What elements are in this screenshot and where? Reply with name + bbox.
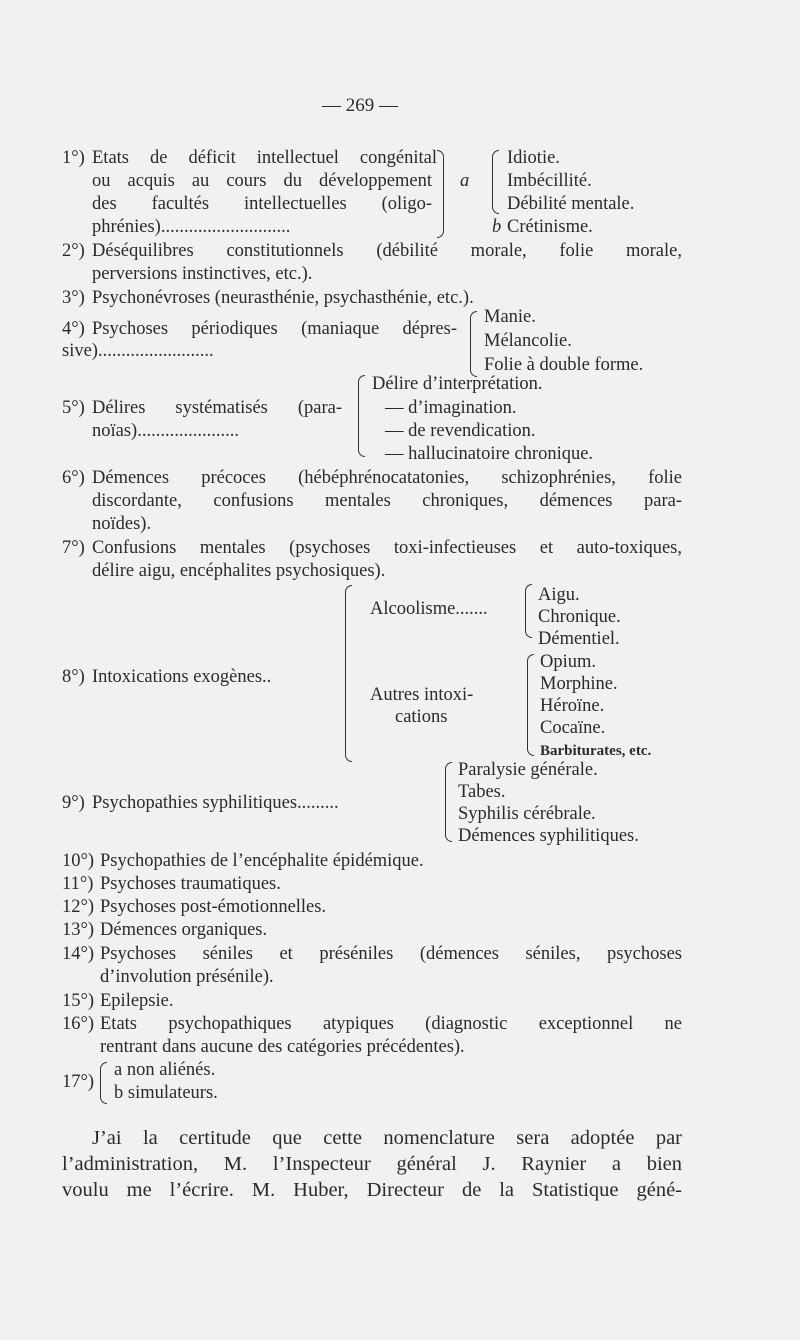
item-5-sub-1: Délire d’interprétation. <box>372 374 543 394</box>
item-1-sub-a-3: Débilité mentale. <box>507 194 635 214</box>
closing-line-1: J’ai la certitude que cette nomenclature sera adoptée par <box>92 1127 682 1149</box>
brace <box>437 150 444 238</box>
item-3-line-1: Psychonévroses (neurasthénie, psychasthénie, etc.). <box>92 288 474 308</box>
item-8-alcool-sub-1: Aigu. <box>538 585 580 605</box>
item-14-number: 14°) <box>62 944 95 964</box>
item-7-number: 7°) <box>62 538 85 558</box>
item-16-line-1: Etats psychopathiques atypiques (diagnostic exceptionnel ne <box>100 1014 682 1034</box>
item-6-number: 6°) <box>62 468 85 488</box>
item-17-sub-2: b simulateurs. <box>114 1083 218 1103</box>
item-14-line-1: Psychoses séniles et préséniles (démences séniles, psychoses <box>100 944 682 964</box>
item-8-alcool: Alcoolisme....... <box>370 599 488 619</box>
item-8-number: 8°) <box>62 667 85 687</box>
brace <box>492 150 499 214</box>
item-5-number: 5°) <box>62 398 85 418</box>
item-5-line-1: Délires systématisés (para- <box>92 398 342 418</box>
item-2-number: 2°) <box>62 241 85 261</box>
item-1-sub-b: Crétinisme. <box>507 217 593 237</box>
brace <box>470 311 477 377</box>
item-8-autres-sub-4: Cocaïne. <box>540 718 606 738</box>
item-6-line-3: noïdes). <box>92 514 152 534</box>
item-2-line-1: Déséquilibres constitutionnels (débilité morale, folie morale, <box>92 241 682 261</box>
item-13-text: Démences organiques. <box>100 920 268 940</box>
item-9-label: Psychopathies syphilitiques......... <box>92 793 339 813</box>
item-17-number: 17°) <box>62 1072 95 1092</box>
item-12-text: Psychoses post-émotionnelles. <box>100 897 327 917</box>
item-4-line-1: Psychoses périodiques (maniaque dépres- <box>92 319 457 339</box>
item-5-line-2: noïas)...................... <box>92 421 239 441</box>
brace <box>527 654 534 756</box>
item-9-number: 9°) <box>62 793 85 813</box>
item-8-autres-sub-1: Opium. <box>540 652 597 672</box>
closing-line-3: voulu me l’écrire. M. Huber, Directeur de la Statistique géné- <box>62 1179 682 1201</box>
item-8-autres-sub-3: Héroïne. <box>540 696 605 716</box>
item-3-number: 3°) <box>62 288 85 308</box>
item-8-label: Intoxications exogènes.. <box>92 667 272 687</box>
item-9-sub-3: Syphilis cérébrale. <box>458 804 596 824</box>
item-1-letter-a: a <box>460 171 470 191</box>
item-4-sub-2: Mélancolie. <box>484 331 572 351</box>
item-8-alcool-sub-3: Démentiel. <box>538 629 620 649</box>
item-7-line-1: Confusions mentales (psychoses toxi-infectieuses et auto-toxiques, <box>92 538 682 558</box>
item-11-number: 11°) <box>62 874 94 894</box>
item-4-sub-1: Manie. <box>484 307 536 327</box>
item-11-text: Psychoses traumatiques. <box>100 874 281 894</box>
item-10-number: 10°) <box>62 851 95 871</box>
item-9-sub-2: Tabes. <box>458 782 506 802</box>
item-4-number: 4°) <box>62 319 85 339</box>
item-8-autres-2: cations <box>395 707 448 727</box>
item-5-sub-4: — hallucinatoire chronique. <box>385 444 594 464</box>
item-5-sub-3: — de revendication. <box>385 421 536 441</box>
item-14-line-2: d’involution présénile). <box>100 967 274 987</box>
item-1-line-1: Etats de déficit intellectuel congénital <box>92 148 437 168</box>
item-1-number: 1°) <box>62 148 85 168</box>
item-8-autres-sub-2: Morphine. <box>540 674 618 694</box>
item-9-sub-1: Paralysie générale. <box>458 760 598 780</box>
item-8-autres-1: Autres intoxi- <box>370 685 474 705</box>
item-1-line-3: des facultés intellectuelles (oligo- <box>92 194 432 214</box>
item-1-letter-b: b <box>492 217 502 237</box>
item-5-sub-2: — d’imagination. <box>385 398 517 418</box>
item-6-line-1: Démences précoces (hébéphrénocatatonies, schizophrénies, folie <box>92 468 682 488</box>
item-15-number: 15°) <box>62 991 95 1011</box>
item-4-sub-3: Folie à double forme. <box>484 355 644 375</box>
brace <box>358 375 365 457</box>
item-9-sub-4: Démences syphilitiques. <box>458 826 639 846</box>
item-17-sub-1: a non aliénés. <box>114 1060 216 1080</box>
brace <box>345 585 352 762</box>
item-6-line-2: discordante, confusions mentales chroniques, démences para- <box>92 491 682 511</box>
page-number: — 269 — <box>322 95 398 116</box>
closing-line-2: l’administration, M. l’Inspecteur général J. Raynier a bien <box>62 1153 682 1175</box>
item-1-line-4: phrénies)............................ <box>92 217 291 237</box>
item-7-line-2: délire aigu, encéphalites psychosiques). <box>92 561 386 581</box>
item-15-text: Epilepsie. <box>100 991 174 1011</box>
item-10-text: Psychopathies de l’encéphalite épidémique. <box>100 851 424 871</box>
item-1-sub-a-2: Imbécillité. <box>507 171 592 191</box>
item-13-number: 13°) <box>62 920 95 940</box>
item-1-line-2: ou acquis au cours du développement <box>92 171 432 191</box>
item-1-sub-a-1: Idiotie. <box>507 148 560 168</box>
item-16-line-2: rentrant dans aucune des catégories précédentes). <box>100 1037 465 1057</box>
item-2-line-2: perversions instinctives, etc.). <box>92 264 313 284</box>
item-16-number: 16°) <box>62 1014 95 1034</box>
brace <box>525 584 532 638</box>
brace <box>445 762 452 842</box>
brace <box>100 1062 107 1104</box>
item-4-line-2: sive)......................... <box>62 341 214 361</box>
item-8-alcool-sub-2: Chronique. <box>538 607 621 627</box>
item-8-autres-sub-5: Barbiturates, etc. <box>540 743 652 759</box>
item-12-number: 12°) <box>62 897 95 917</box>
